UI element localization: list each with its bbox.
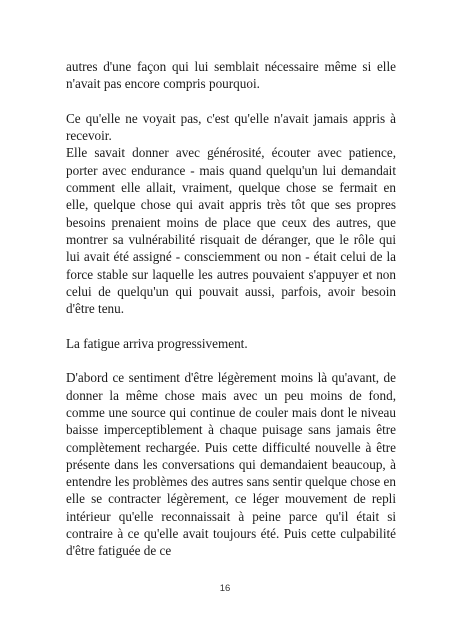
paragraph-recevoir: Ce qu'elle ne voyait pas, c'est qu'elle n'avait jamais appris à recevoir.	[66, 110, 396, 144]
paragraph-continuation: autres d'une façon qui lui semblait nécessaire même si elle n'avait pas encore compris pourquoi.	[66, 59, 396, 92]
page-number: 16	[219, 583, 231, 594]
paragraph-dabord: D'abord ce sentiment d'être légèrement moins là qu'avant, de donner la même chose mais avec un peu moins de fond, comme une source qui continue de couler mais dont le niveau baisse imperceptiblement à chaque puisage sans jamais être complètement rechargée. Puis cette difficulté nouvelle à être présente dans les conversations qui demandaient beaucoup, à entendre les problèmes des autres sans sentir quelque chose en elle se contracter légèrement, ce léger mouvement de repli intérieur qu'elle reconnaissait à peine parce qu'il était si contraire à ce qu'elle avait toujours été. Puis cette culpabilité d'être fatiguée de ce	[66, 370, 396, 559]
paragraph-fatigue: La fatigue arriva progressivement.	[66, 335, 248, 351]
paragraph-donner: Elle savait donner avec générosité, écouter avec patience, porter avec endurance - mais quand quelqu'un lui demandait comment elle allait, vraiment, quelque chose se fermait en elle, quelque chose qui avait appris très tôt que ses propres besoins prenaient moins de place que ceux des autres, que montrer sa vulnérabilité risquait de déranger, que le rôle qui lui avait été assigné - consciemment ou non - était celui de la force stable sur laquelle les autres pouvaient s'appuyer et non celui de quelqu'un qui pouvait aussi, parfois, avoir besoin d'être tenu.	[66, 145, 396, 317]
body-text	[66, 58, 396, 577]
